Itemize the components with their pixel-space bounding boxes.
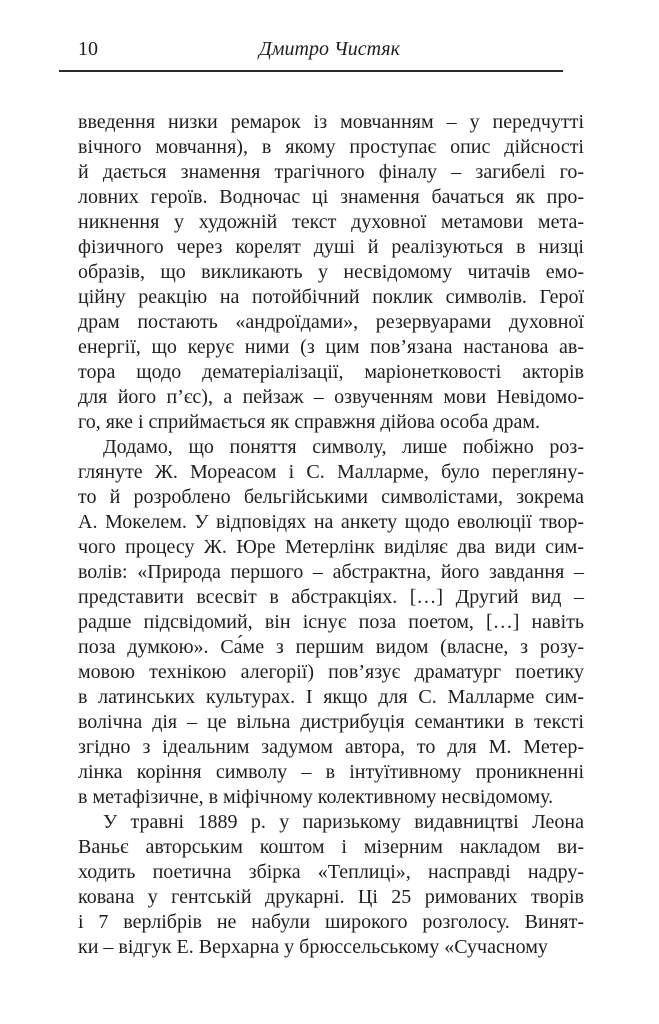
- text-line: фізичного через корелят душі й реалізуються в низці: [78, 236, 584, 258]
- text-line: поза думкою». Са́ме з першим видом (власне, з розу-: [78, 636, 584, 658]
- text-line: Додамо, що поняття символу, лише побіжно роз-: [103, 436, 584, 458]
- text-line: волічна дія – це вільна дистрибуція семантики в тексті: [78, 711, 584, 733]
- running-head: Дмитро Чистяк: [259, 38, 400, 60]
- page-number: 10: [78, 38, 98, 60]
- text-line: ційну реакцію на потойбічний поклик символів. Герої: [78, 286, 584, 308]
- text-line: і 7 верлібрів не набули широкого розголосу. Винят-: [78, 911, 584, 933]
- text-line: ходить поетична збірка «Теплиці», насправді надру-: [78, 861, 584, 883]
- text-line: образів, що викликають у несвідомому читачів емо-: [78, 261, 584, 283]
- text-line: ловних героїв. Водночас ці знамення бачаться як про-: [78, 186, 584, 208]
- body-text: [78, 110, 584, 960]
- text-line: го, яке і сприймається як справжня дійова особа драм.: [78, 411, 541, 433]
- text-line: глянуте Ж. Мореасом і С. Малларме, було перегляну-: [78, 461, 584, 483]
- text-line: й дається знамення трагічного фіналу – загибелі го-: [78, 161, 584, 183]
- text-line: тора щодо дематеріалізації, маріонетковості акторів: [78, 361, 584, 383]
- text-line: У травні 1889 р. у паризькому видавництві Леона: [103, 811, 584, 833]
- text-line: Ваньє авторським коштом і мізерним накладом ви-: [78, 836, 584, 858]
- text-line: волів: «Природа першого – абстрактна, його завдання –: [78, 561, 584, 583]
- header-rule: [59, 70, 563, 72]
- text-line: драм постають «андроїдами», резервуарами духовної: [78, 311, 584, 333]
- text-line: в метафізичне, в міфічному колективному несвідомому.: [78, 786, 554, 808]
- text-line: енергії, що керує ними (з цим пов’язана настанова ав-: [78, 336, 584, 358]
- text-line: згідно з ідеальним задумом автора, то для М. Метер-: [78, 736, 584, 758]
- text-line: вічного мовчання), в якому проступає опис дійсності: [78, 136, 584, 158]
- text-line: чого процесу Ж. Юре Метерлінк виділяє два види сим-: [78, 536, 584, 558]
- text-line: лінка коріння символу – в інтуїтивному проникненні: [78, 761, 584, 783]
- text-line: то й розроблено бельгійськими символістами, зокрема: [78, 486, 584, 508]
- text-line: А. Мокелем. У відповідях на анкету щодо еволюції твор-: [78, 511, 584, 533]
- text-line: никнення у художній текст духовної метамови мета-: [78, 211, 584, 233]
- text-line: радше підсвідомий, він існує поза поетом, […] навіть: [78, 611, 584, 633]
- text-line: введення низки ремарок із мовчанням – у передчутті: [78, 111, 584, 133]
- text-line: ки – відгук Е. Верхарна у брюссельському «Сучасному: [78, 936, 548, 958]
- text-line: в латинських культурах. І якщо для С. Малларме сим-: [78, 686, 584, 708]
- text-line: кована у гентській друкарні. Ці 25 римованих творів: [78, 886, 584, 908]
- text-line: для його п’єс), а пейзаж – озвученням мови Невідомо-: [78, 386, 584, 408]
- text-line: мовою технікою алегорії) пов’язує драматург поетику: [78, 661, 584, 683]
- text-line: представити всесвіт в абстракціях. […] Другий вид –: [78, 586, 584, 608]
